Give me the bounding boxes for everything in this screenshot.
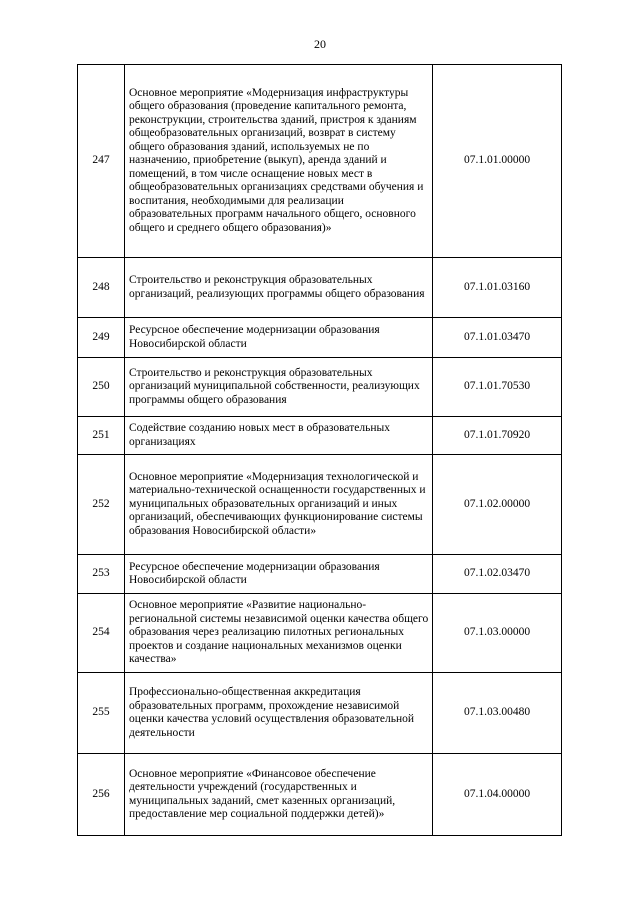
table-row xyxy=(78,594,562,673)
row-number: 252 xyxy=(78,455,125,555)
table-row xyxy=(78,673,562,754)
row-code: 07.1.04.00000 xyxy=(433,754,562,836)
row-name: Основное мероприятие «Развитие национально-региональной системы независимой оценки качества общего образования через реализацию пилотных региональных проектов и создание национальных механизмов оценки качества» xyxy=(125,594,433,673)
row-code: 07.1.01.70530 xyxy=(433,358,562,417)
budget-classification-table xyxy=(77,64,562,836)
table-row xyxy=(78,555,562,594)
table-row xyxy=(78,65,562,258)
row-number: 256 xyxy=(78,754,125,836)
row-number: 250 xyxy=(78,358,125,417)
row-number: 253 xyxy=(78,555,125,594)
page-number: 20 xyxy=(314,37,326,51)
row-code: 07.1.01.03160 xyxy=(433,258,562,318)
row-name: Строительство и реконструкция образовательных организаций, реализующих программы общего образования xyxy=(125,258,433,318)
table-row xyxy=(78,417,562,455)
row-code: 07.1.02.00000 xyxy=(433,455,562,555)
row-number: 247 xyxy=(78,65,125,258)
table-row xyxy=(78,754,562,836)
row-code: 07.1.01.03470 xyxy=(433,318,562,358)
row-name: Строительство и реконструкция образовательных организаций муниципальной собственности, реализующих программы общего образования xyxy=(125,358,433,417)
row-name: Ресурсное обеспечение модернизации образования Новосибирской области xyxy=(125,318,433,358)
row-number: 254 xyxy=(78,594,125,673)
table-row xyxy=(78,318,562,358)
row-number: 255 xyxy=(78,673,125,754)
table-row xyxy=(78,358,562,417)
row-number: 248 xyxy=(78,258,125,318)
row-code: 07.1.02.03470 xyxy=(433,555,562,594)
row-code: 07.1.01.70920 xyxy=(433,417,562,455)
row-number: 249 xyxy=(78,318,125,358)
row-name: Профессионально-общественная аккредитация образовательных программ, прохождение независимой оценки качества условий осуществления образовательной деятельности xyxy=(125,673,433,754)
table-row xyxy=(78,258,562,318)
row-name: Ресурсное обеспечение модернизации образования Новосибирской области xyxy=(125,555,433,594)
row-code: 07.1.01.00000 xyxy=(433,65,562,258)
row-name: Содействие созданию новых мест в образовательных организациях xyxy=(125,417,433,455)
row-number: 251 xyxy=(78,417,125,455)
row-name: Основное мероприятие «Финансовое обеспечение деятельности учреждений (государственных и муниципальных заданий, смет казенных организаций, предоставление мер социальной поддержки детей)» xyxy=(125,754,433,836)
row-name: Основное мероприятие «Модернизация технологической и материально-технической оснащенности государственных и муниципальных образовательных организаций и иных организаций, обеспечивающих функционирование системы образования Новосибирской области» xyxy=(125,455,433,555)
table-row xyxy=(78,455,562,555)
row-code: 07.1.03.00480 xyxy=(433,673,562,754)
row-name: Основное мероприятие «Модернизация инфраструктуры общего образования (проведение капитального ремонта, реконструкции, строительства зданий, пристроя к зданиям общеобразовательных организаций, возврат в систему общего образования зданий, используемых не по назначению, приобретение (выкуп), аренда зданий и помещений, в том числе оснащение новых мест в общеобразовательных организациях средствами обучения и воспитания, необходимыми для реализации образовательных программ начального общего, основного общего и среднего общего образования)» xyxy=(125,65,433,258)
row-code: 07.1.03.00000 xyxy=(433,594,562,673)
